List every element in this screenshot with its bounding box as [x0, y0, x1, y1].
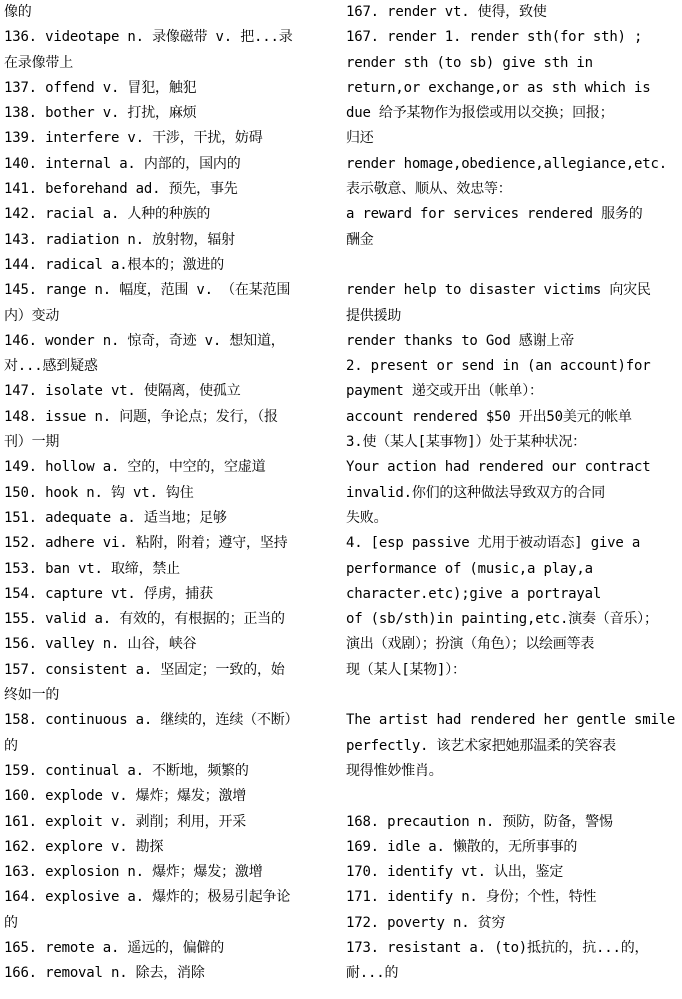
text-line: 143. radiation n. 放射物，辐射	[4, 231, 235, 248]
text-line: 166. removal n. 除去，消除	[4, 965, 205, 982]
text-line: 162. explore v. 勘探	[4, 838, 164, 855]
text-line: 167. render 1. render sth(for sth) ;	[346, 29, 643, 46]
text-line: render homage,obedience,allegiance,etc.	[346, 155, 667, 172]
right-column	[346, 0, 680, 987]
text-line: character.etc);give a portrayal	[346, 585, 602, 602]
text-line: render thanks to God 感谢上帝	[346, 332, 575, 349]
text-line: 现（某人[某物]）：	[346, 661, 466, 678]
text-line: due 给予某物作为报偿或用以交换；回报；	[346, 105, 614, 122]
text-line: return,or exchange,or as sth which is	[346, 79, 651, 96]
text-line: perfectly. 该艺术家把她那温柔的笑容表	[346, 737, 616, 754]
text-line	[346, 683, 680, 708]
text-line: 151. adequate a. 适当地；足够	[4, 509, 227, 526]
text-line: 157. consistent a. 坚固定；一致的，始	[4, 661, 285, 678]
text-line: 4. [esp passive 尤用于被动语态] give a	[346, 535, 641, 552]
text-line: 139. interfere v. 干涉，干扰，妨碍	[4, 130, 263, 147]
text-line: 149. hollow a. 空的，中空的，空虚道	[4, 459, 266, 476]
text-line: 归还	[346, 130, 374, 147]
text-line: 145. range n. 幅度，范围 v. （在某范围	[4, 282, 291, 299]
text-line: 现得惟妙惟肖。	[346, 762, 443, 779]
text-line: 提供援助	[346, 307, 402, 324]
text-line: performance of (music,a play,a	[346, 560, 593, 577]
text-line: 169. idle a. 懒散的，无所事事的	[346, 838, 578, 855]
text-line: 失败。	[346, 509, 388, 526]
text-line: account rendered $50 开出50美元的帐单	[346, 408, 632, 425]
text-line: 表示敬意、顺从、效忠等：	[346, 181, 512, 198]
text-line: 对...感到疑惑	[4, 358, 98, 375]
text-line: The artist had rendered her gentle smile	[346, 712, 676, 729]
text-line: 内）变动	[4, 307, 60, 324]
text-line: 168. precaution n. 预防，防备，警惕	[346, 813, 613, 830]
text-line: 142. racial a. 人种的种族的	[4, 206, 211, 223]
text-line: 164. explosive a. 爆炸的；极易引起争论	[4, 889, 291, 906]
text-line: 144. radical a.根本的；激进的	[4, 256, 225, 273]
text-line: 的	[4, 737, 18, 754]
text-line: 148. issue n. 问题，争论点；发行，（报	[4, 408, 278, 425]
text-line: 167. render vt. 使得，致使	[346, 4, 547, 20]
text-line: 3.使（某人[某事物]）处于某种状况：	[346, 434, 586, 451]
text-line	[346, 253, 680, 278]
text-line: 演出（戏剧）；扮演（角色）；以绘画等表	[346, 636, 595, 653]
text-line: render help to disaster victims 向灾民	[346, 282, 651, 299]
text-line: 136. videotape n. 录像磁带 v. 把...录	[4, 29, 293, 46]
text-line: 171. identify n. 身份；个性，特性	[346, 889, 597, 906]
text-line: 154. capture vt. 俘虏，捕获	[4, 585, 213, 602]
text-line: 刊）一期	[4, 434, 60, 451]
text-line: 156. valley n. 山谷，峡谷	[4, 636, 197, 653]
text-line: 172. poverty n. 贫穷	[346, 914, 506, 931]
text-line: 2. present or send in (an account)for	[346, 358, 651, 375]
text-line: 终如一的	[4, 687, 60, 704]
text-line: 152. adhere vi. 粘附，附着；遵守，坚持	[4, 535, 288, 552]
text-line: a reward for services rendered 服务的	[346, 206, 643, 223]
text-line: 153. ban vt. 取缔，禁止	[4, 560, 180, 577]
text-line: 170. identify vt. 认出，鉴定	[346, 864, 564, 881]
text-line: 140. internal a. 内部的，国内的	[4, 155, 241, 172]
text-line: 的	[4, 914, 18, 931]
text-line: 173. resistant a. (to)抵抗的，抗...的，	[346, 939, 649, 956]
text-line: 158. continuous a. 继续的，连续（不断）	[4, 712, 299, 729]
text-line: 163. explosion n. 爆炸；爆发；激增	[4, 864, 263, 881]
text-line: 141. beforehand ad. 预先，事先	[4, 181, 238, 198]
text-line: 在录像带上	[4, 54, 73, 71]
text-line: 161. exploit v. 剥削；利用，开采	[4, 813, 247, 830]
left-column	[4, 0, 334, 987]
text-line: 150. hook n. 钩 vt. 钩住	[4, 484, 194, 501]
text-line: Your action had rendered our contract	[346, 459, 651, 476]
text-line: 160. explode v. 爆炸；爆发；激增	[4, 788, 247, 805]
text-line: of (sb/sth)in painting,etc.演奏（音乐）；	[346, 611, 658, 628]
text-line: 138. bother v. 打扰，麻烦	[4, 105, 197, 122]
text-line: 155. valid a. 有效的，有根据的；正当的	[4, 611, 285, 628]
text-line: payment 递交或开出（帐单）：	[346, 383, 543, 400]
text-line: 137. offend v. 冒犯，触犯	[4, 79, 197, 96]
text-line: 165. remote a. 遥远的，偏僻的	[4, 939, 225, 956]
text-line: 159. continual a. 不断地，频繁的	[4, 762, 249, 779]
text-line: 像的	[4, 4, 32, 20]
text-line: 147. isolate vt. 使隔离，使孤立	[4, 383, 241, 400]
text-line: 耐...的	[346, 965, 399, 982]
text-line: invalid.你们的这种做法导致双方的合同	[346, 484, 606, 501]
text-line: 146. wonder n. 惊奇，奇迹 v. 想知道，	[4, 332, 285, 349]
text-line	[346, 784, 680, 809]
text-line: render sth (to sb) give sth in	[346, 54, 593, 71]
text-line: 酬金	[346, 231, 374, 248]
